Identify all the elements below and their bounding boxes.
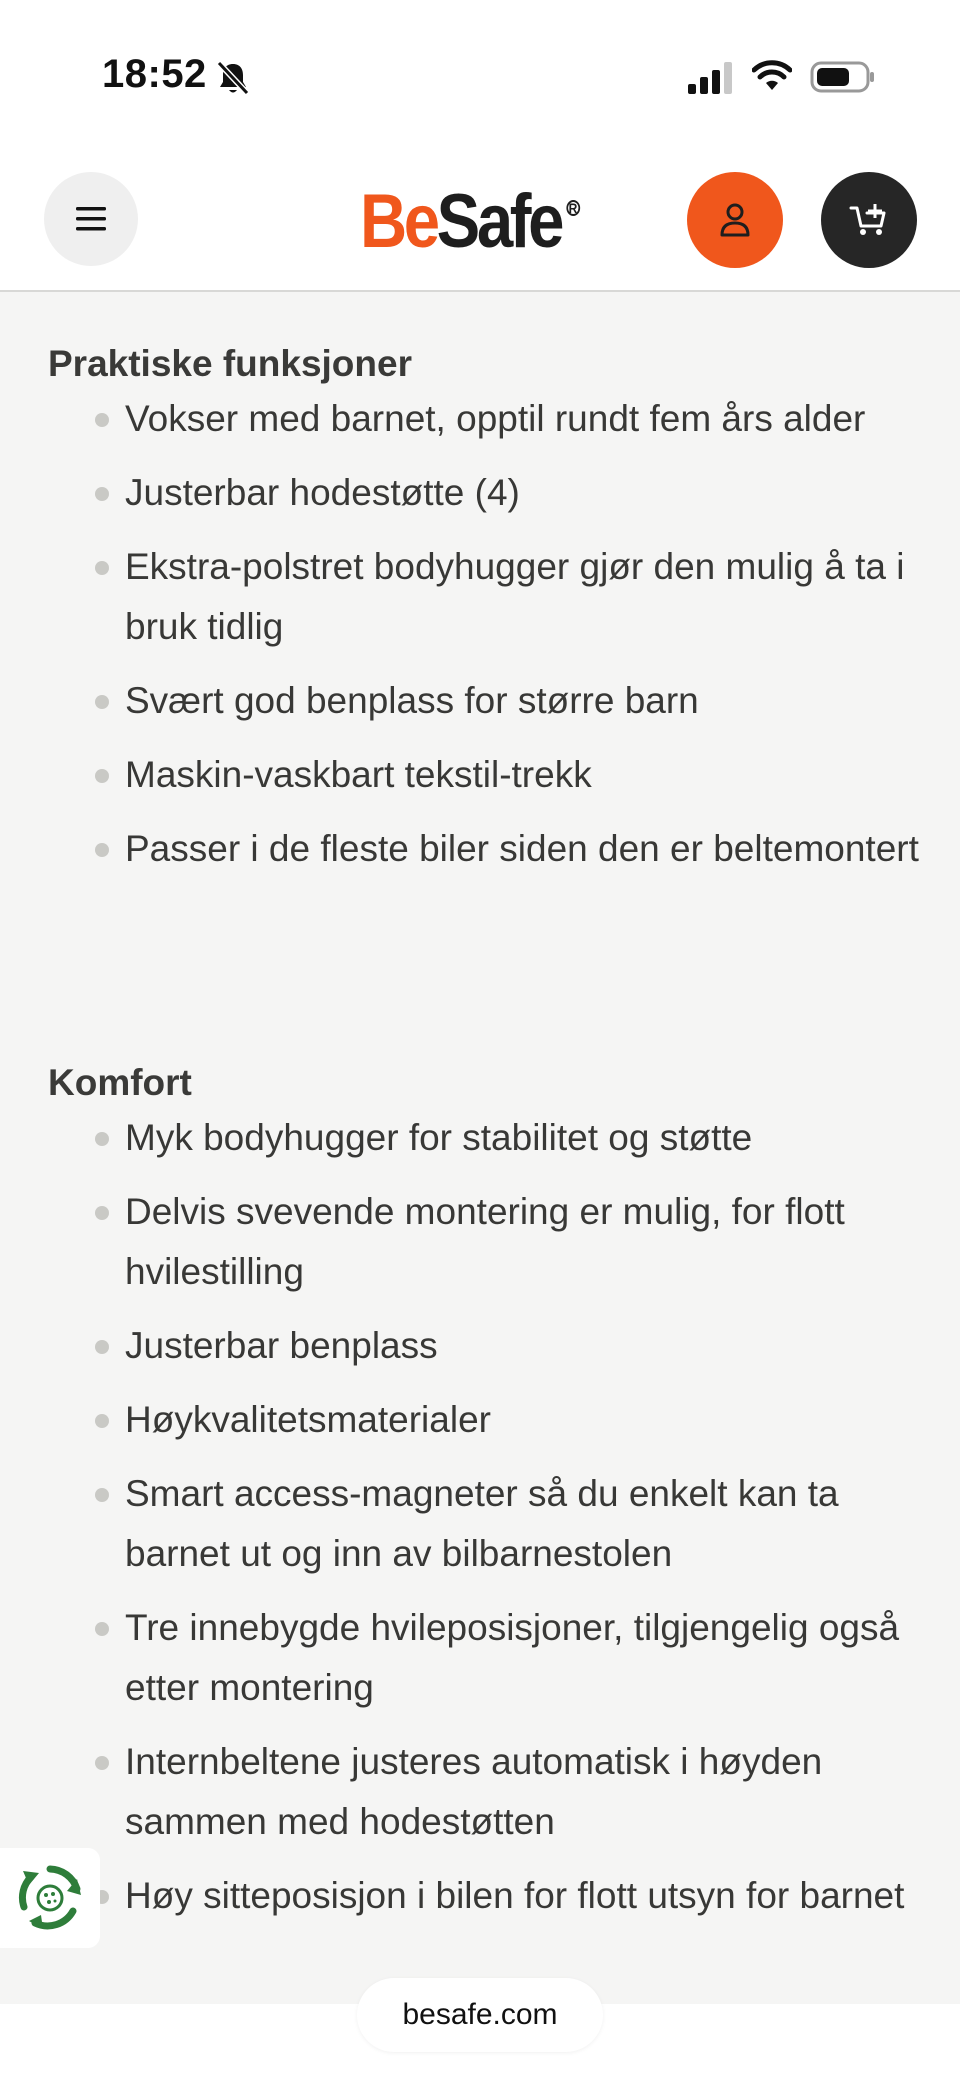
logo-be: Be <box>360 179 437 264</box>
list-item <box>48 1464 928 1584</box>
cellular-signal-icon <box>688 62 734 94</box>
list-item <box>48 1108 928 1168</box>
product-features <box>0 294 960 2004</box>
list-item <box>48 389 928 449</box>
list-item-text: Justerbar hodestøtte (4) <box>125 472 520 513</box>
bullet-dot <box>95 1132 109 1146</box>
list-item-text: Ekstra-polstret bodyhugger gjør den mulig å ta i bruk tidlig <box>125 546 905 647</box>
status-time: 18:52 <box>102 52 207 96</box>
bullet-dot <box>95 843 109 857</box>
section-comfort <box>48 1058 928 1940</box>
list-item <box>48 671 928 731</box>
bullet-dot <box>95 1756 109 1770</box>
bullet-dot <box>95 561 109 575</box>
bullet-dot <box>95 1340 109 1354</box>
list-item <box>48 819 928 879</box>
bullet-dot <box>95 487 109 501</box>
user-icon <box>718 202 752 238</box>
besafe-logo[interactable] <box>360 179 580 264</box>
status-bar <box>0 0 960 150</box>
account-button[interactable] <box>687 172 783 268</box>
list-item-text: Svært god benplass for større barn <box>125 680 699 721</box>
site-header <box>0 150 960 292</box>
battery-icon <box>810 60 876 94</box>
bell-slash-icon <box>216 60 250 96</box>
list-item-text: Internbeltene justeres automatisk i høyden sammen med hodestøtten <box>125 1741 823 1842</box>
cart-button[interactable] <box>821 172 917 268</box>
logo-safe: Safe <box>436 179 561 264</box>
recycle-widget-button[interactable] <box>0 1848 100 1948</box>
list-item <box>48 1732 928 1852</box>
recycle-badge-icon <box>15 1863 85 1933</box>
list-item-text: Maskin-vaskbart tekstil-trekk <box>125 754 592 795</box>
list-item <box>48 745 928 805</box>
section-practical-features <box>48 339 928 893</box>
url-text: besafe.com <box>402 1998 558 2031</box>
bullet-dot <box>95 1206 109 1220</box>
list-item <box>48 1598 928 1718</box>
list-item-text: Justerbar benplass <box>125 1325 438 1366</box>
list-item <box>48 537 928 657</box>
bullet-dot <box>95 695 109 709</box>
list-item <box>48 1182 928 1302</box>
registered-mark: R <box>566 200 580 216</box>
cart-add-icon <box>849 202 889 238</box>
list-item <box>48 1316 928 1376</box>
list-item-text: Myk bodyhugger for stabilitet og støtte <box>125 1117 753 1158</box>
list-item-text: Høy sitteposisjon i bilen for flott utsyn for barnet <box>125 1875 905 1916</box>
list-item <box>48 1866 928 1926</box>
list-item-text: Passer i de fleste biler siden den er beltemontert <box>125 828 919 869</box>
bullet-dot <box>95 1488 109 1502</box>
list-item-text: Vokser med barnet, opptil rundt fem års alder <box>125 398 866 439</box>
bullet-dot <box>95 413 109 427</box>
bullet-dot <box>95 769 109 783</box>
list-item <box>48 463 928 523</box>
bullet-dot <box>95 1622 109 1636</box>
hamburger-menu-icon <box>76 206 106 232</box>
list-item-text: Tre innebygde hvileposisjoner, tilgjengelig også etter montering <box>125 1607 900 1708</box>
list-item-text: Smart access-magneter så du enkelt kan ta barnet ut og inn av bilbarnestolen <box>125 1473 839 1574</box>
feature-list <box>48 389 928 879</box>
list-item-text: Høykvalitetsmaterialer <box>125 1399 491 1440</box>
menu-button[interactable] <box>44 172 138 266</box>
bullet-dot <box>95 1414 109 1428</box>
wifi-icon <box>752 60 792 92</box>
section-title: Komfort <box>48 1062 192 1103</box>
feature-list <box>48 1108 928 1926</box>
list-item-text: Delvis svevende montering er mulig, for flott hvilestilling <box>125 1191 845 1292</box>
address-bar[interactable] <box>357 1978 603 2052</box>
section-title: Praktiske funksjoner <box>48 343 412 384</box>
list-item <box>48 1390 928 1450</box>
